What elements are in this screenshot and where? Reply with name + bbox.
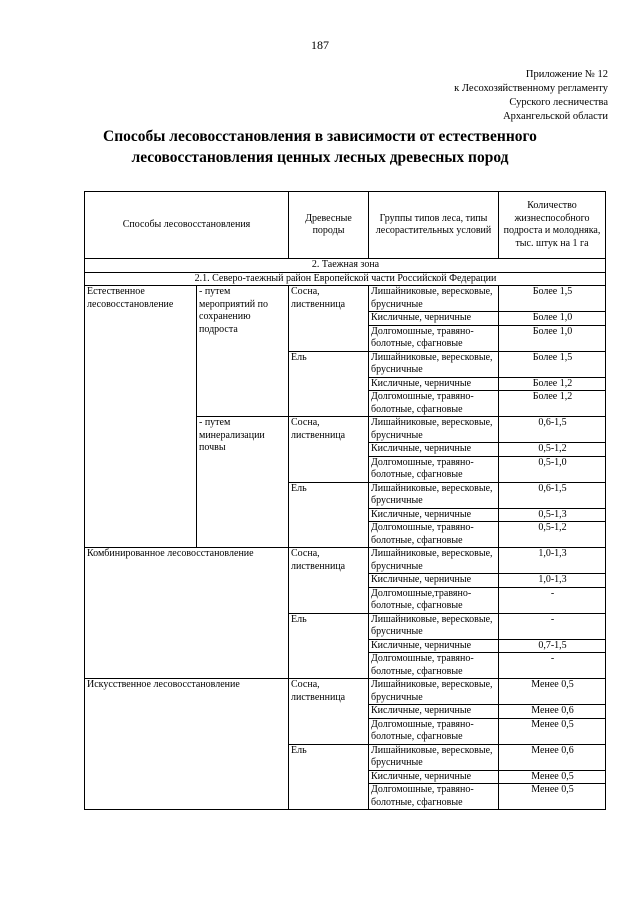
header-quantity: Количество жизнеспособного подроста и молодняка, тыс. штук на 1 га [499,192,606,259]
header-methods: Способы лесовосстановления [85,192,289,259]
header-row [85,192,606,259]
quantity-cell: Менее 0,5 [499,770,606,784]
species-spruce: Ель [289,351,369,417]
group-lichen: Лишайниковые, вересковые, брусничные [369,613,499,639]
appendix-caption [368,68,608,124]
species-spruce: Ель [289,482,369,548]
method-natural: Естественное лесовосстановление [85,286,197,548]
group-longmoss: Долгомошные, травяно-болотные, сфагновые [369,391,499,417]
quantity-cell: 0,7-1,5 [499,639,606,653]
method-combined: Комбинированное лесовосстановление [85,548,289,679]
appendix-line: Архангельской области [503,111,608,122]
quantity-cell: 0,5-1,2 [499,443,606,457]
group-lichen: Лишайниковые, вересковые, брусничные [369,351,499,377]
quantity-cell: - [499,587,606,613]
submethod-mineralization: - путем минерализации почвы [197,417,289,548]
header-groups: Группы типов леса, типы лесорастительных условий [369,192,499,259]
appendix-line: к Лесохозяйственному регламенту [454,83,608,94]
group-lichen: Лишайниковые, вересковые, брусничные [369,744,499,770]
group-lichen: Лишайниковые, вересковые, брусничные [369,679,499,705]
quantity-cell: 1,0-1,3 [499,548,606,574]
group-oxalis: Кисличные, черничные [369,639,499,653]
group-lichen: Лишайниковые, вересковые, брусничные [369,286,499,312]
quantity-cell: 1,0-1,3 [499,574,606,588]
group-lichen: Лишайниковые, вересковые, брусничные [369,417,499,443]
table-row [85,286,606,312]
group-oxalis: Кисличные, черничные [369,770,499,784]
species-pine-larch: Сосна, лиственница [289,417,369,483]
group-longmoss: Долгомошные, травяно-болотные, сфагновые [369,718,499,744]
group-oxalis: Кисличные, черничные [369,508,499,522]
quantity-cell: Менее 0,5 [499,784,606,810]
table-row [85,679,606,705]
group-oxalis: Кисличные, черничные [369,377,499,391]
quantity-cell: 0,6-1,5 [499,482,606,508]
zone-label: 2. Таежная зона [85,259,606,273]
zone-row [85,259,606,273]
group-oxalis: Кисличные, черничные [369,312,499,326]
title-line: лесовосстановления ценных лесных древесных пород [131,149,509,166]
table-row [85,548,606,574]
title-line: Способы лесовосстановления в зависимости от естественного [103,128,537,145]
group-lichen: Лишайниковые, вересковые, брусничные [369,548,499,574]
method-artificial: Искусственное лесовосстановление [85,679,289,810]
quantity-cell: Менее 0,5 [499,718,606,744]
quantity-cell: Более 1,5 [499,286,606,312]
species-pine-larch: Сосна, лиственница [289,679,369,745]
quantity-cell: Менее 0,6 [499,744,606,770]
quantity-cell: 0,5-1,3 [499,508,606,522]
submethod-preserve: - путем мероприятий по сохранению подроста [197,286,289,417]
appendix-line: Сурского лесничества [509,97,608,108]
region-label: 2.1. Северо-таежный район Европейской части Российской Федерации [85,272,606,286]
page-number: 187 [311,38,329,52]
quantity-cell: 0,5-1,0 [499,456,606,482]
group-oxalis: Кисличные, черничные [369,705,499,719]
group-longmoss: Долгомошные, травяно-болотные, сфагновые [369,522,499,548]
group-longmoss: Долгомошные, травяно-болотные, сфагновые [369,784,499,810]
group-longmoss: Долгомошные, травяно-болотные, сфагновые [369,325,499,351]
header-species: Древесные породы [289,192,369,259]
appendix-line: Приложение № 12 [525,69,608,80]
group-longmoss: Долгомошные, травяно-болотные, сфагновые [369,456,499,482]
species-spruce: Ель [289,744,369,810]
quantity-cell: Более 1,2 [499,391,606,417]
region-row [85,272,606,286]
quantity-cell: 0,6-1,5 [499,417,606,443]
group-lichen: Лишайниковые, вересковые, брусничные [369,482,499,508]
quantity-cell: Более 1,5 [499,351,606,377]
group-oxalis: Кисличные, черничные [369,574,499,588]
quantity-cell: - [499,613,606,639]
quantity-cell: Более 1,0 [499,325,606,351]
page-title [40,126,600,168]
species-pine-larch: Сосна, лиственница [289,286,369,352]
quantity-cell: Менее 0,5 [499,679,606,705]
quantity-cell: Более 1,2 [499,377,606,391]
species-spruce: Ель [289,613,369,679]
quantity-cell: - [499,653,606,679]
group-longmoss: Долгомошные, травяно-болотные, сфагновые [369,653,499,679]
quantity-cell: Менее 0,6 [499,705,606,719]
reforestation-table [84,191,606,810]
group-longmoss: Долгомошные,травяно-болотные, сфагновые [369,587,499,613]
group-oxalis: Кисличные, черничные [369,443,499,457]
species-pine-larch: Сосна, лиственница [289,548,369,614]
quantity-cell: 0,5-1,2 [499,522,606,548]
quantity-cell: Более 1,0 [499,312,606,326]
